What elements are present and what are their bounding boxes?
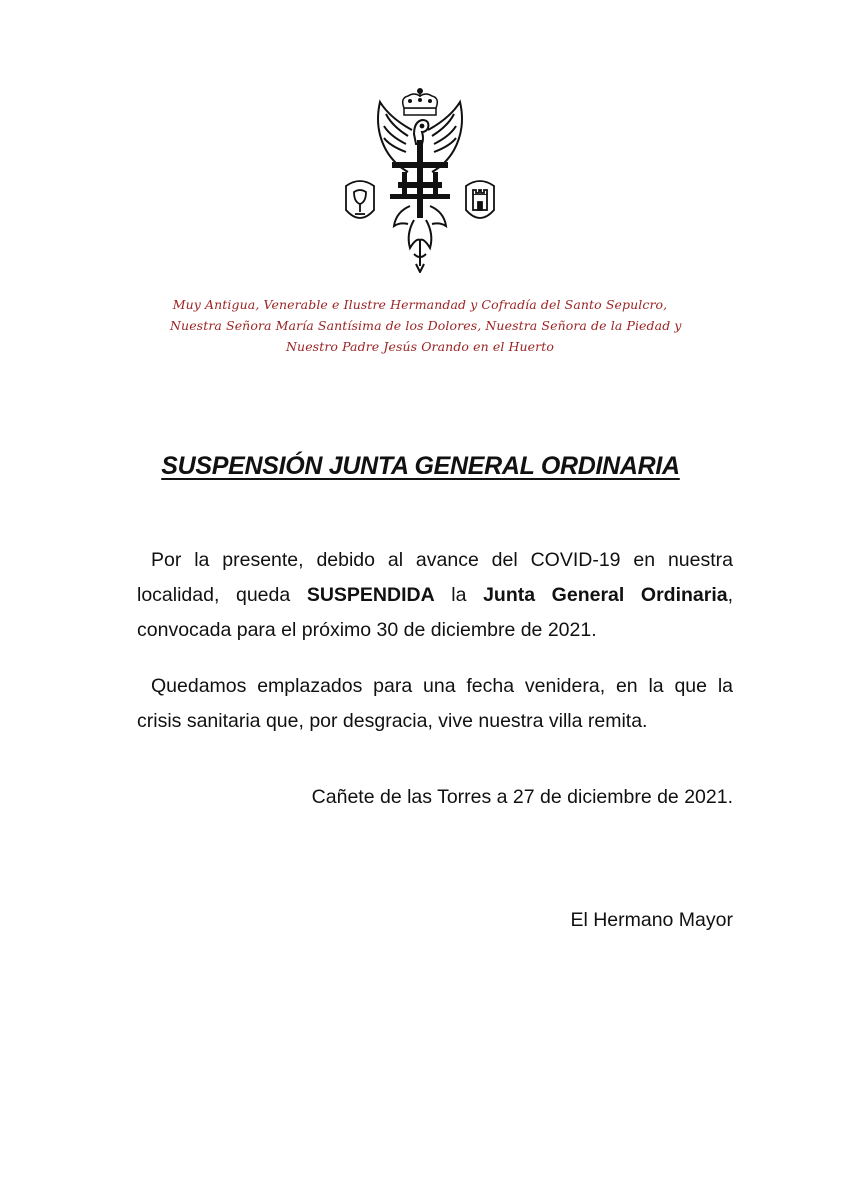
paragraph-line: Por la presente, debido al avance del COVID-19 en nuestra xyxy=(151,549,733,571)
brotherhood-emblem-icon xyxy=(330,88,510,273)
tower-shield-icon xyxy=(466,181,494,218)
crown-icon xyxy=(403,89,438,116)
paragraph-line: Quedamos emplazados para una fecha venidera, en la que la xyxy=(151,675,733,697)
brotherhood-line: Nuestra Señora María Santísima de los Dolores, Nuestra Señora de la Piedad y xyxy=(170,318,682,333)
paragraph-line: crisis sanitaria que, por desgracia, vive nuestra villa remita. xyxy=(137,710,648,732)
paragraph-suspension xyxy=(137,543,733,648)
place-date: Cañete de las Torres a 27 de diciembre de 2021. xyxy=(311,786,733,808)
meeting-name: Junta General Ordinaria xyxy=(483,584,728,606)
signature: El Hermano Mayor xyxy=(570,909,733,931)
brotherhood-line: Muy Antigua, Venerable e Ilustre Hermandad y Cofradía del Santo Sepulcro, xyxy=(172,297,668,312)
cross-icon xyxy=(390,140,450,218)
suspended-label: SUSPENDIDA xyxy=(306,584,435,606)
brotherhood-name xyxy=(170,294,682,357)
paragraph-line: convocada para el próximo 30 de diciembre de 2021. xyxy=(137,619,597,641)
document-title: SUSPENSIÓN JUNTA GENERAL ORDINARIA xyxy=(161,452,680,480)
paragraph-line: localidad, queda SUSPENDIDA la Junta General Ordinaria, xyxy=(137,584,734,606)
chalice-shield-icon xyxy=(346,181,374,218)
brotherhood-line: Nuestro Padre Jesús Orando en el Huerto xyxy=(286,339,554,354)
paragraph-postponement xyxy=(137,669,733,739)
